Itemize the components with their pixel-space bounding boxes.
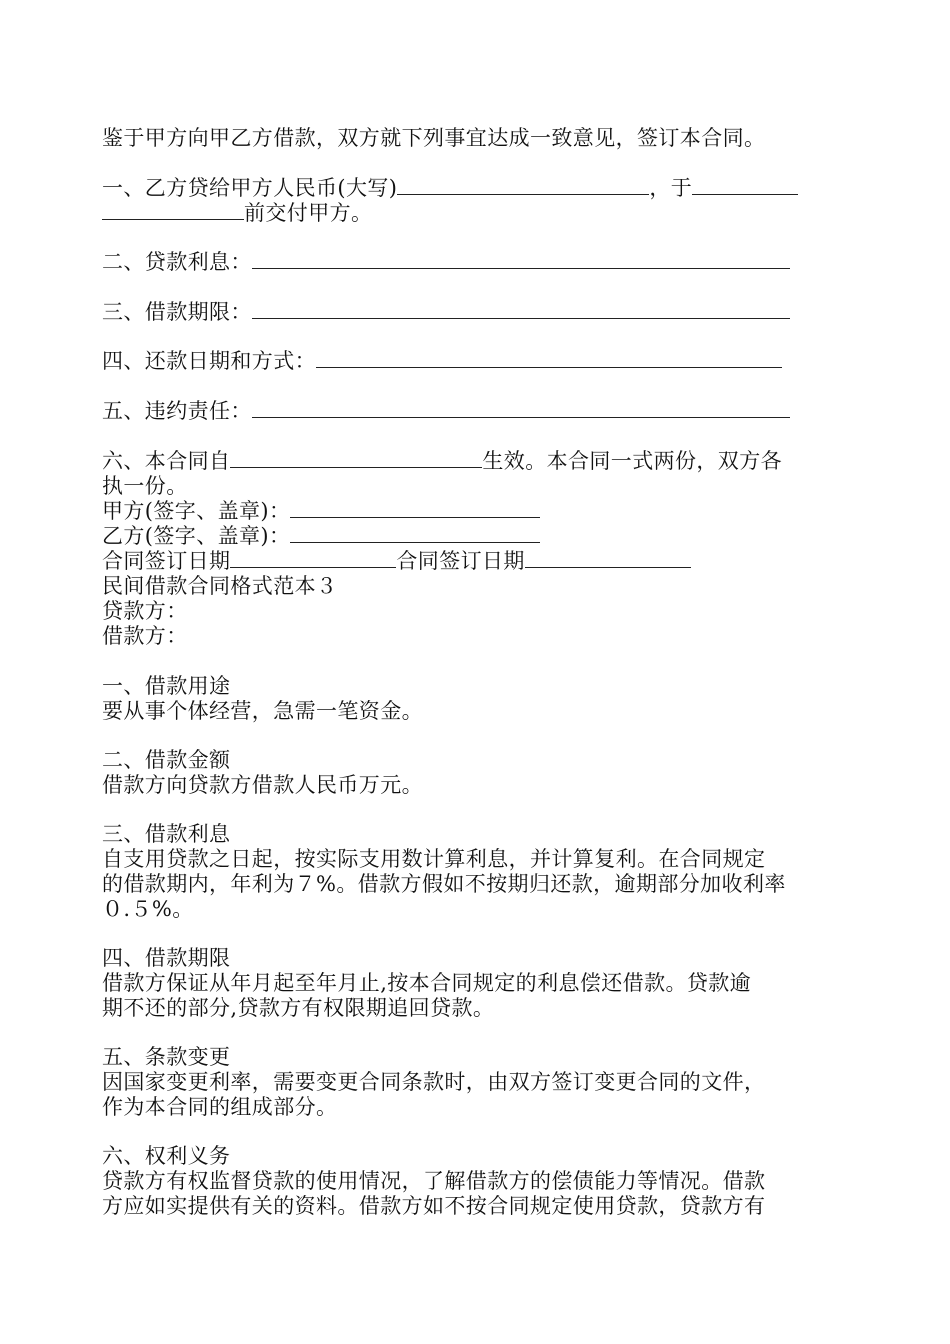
section-body-line: 期不还的部分,贷款方有权限期追回贷款。 [102,996,495,1020]
section-heading: 二、借款金额 [102,748,231,772]
date-blank[interactable] [692,176,798,195]
date-label-2: 合同签订日期 [396,549,525,573]
term-blank[interactable] [252,300,790,319]
clause-6-rest: 生效。本合同一式两份，双方各 [482,449,783,473]
lender-label: 贷款方： [102,599,188,623]
clause-5-label: 五、违约责任： [102,399,252,423]
liability-blank[interactable] [252,399,790,418]
section-body-line: 作为本合同的组成部分。 [102,1095,338,1119]
clause-2-label: 二、贷款利息： [102,250,252,274]
section-heading: 六、权利义务 [102,1144,231,1168]
party-a-label: 甲方(签字、盖章)： [102,499,291,523]
clause-1-label: 一、乙方贷给甲方人民币(大写) [102,176,398,200]
section-body-line: 自支用贷款之日起，按实际支用数计算利息，并计算复利。在合同规定 [102,847,766,871]
template-3-title: 民间借款合同格式范本３ [102,574,338,598]
party-a-signature-blank[interactable] [290,499,540,518]
section-heading: 五、条款变更 [102,1045,231,1069]
clause-5 [102,399,790,423]
effective-blank[interactable] [230,449,482,468]
party-b-signature [102,524,540,548]
section-body-line: ０.５%。 [102,897,194,921]
section-body-line: 的借款期内，年利为７%。借款方假如不按期归还款，逾期部分加收利率 [102,872,786,896]
section-heading: 四、借款期限 [102,946,231,970]
clause-3 [102,300,790,324]
clause-6-label: 六、本合同自 [102,449,231,473]
amount-blank[interactable] [397,176,649,195]
clause-4-label: 四、还款日期和方式： [102,349,316,373]
section-body-line: 贷款方有权监督贷款的使用情况，了解借款方的偿债能力等情况。借款 [102,1169,766,1193]
signing-dates [102,549,691,573]
repayment-blank[interactable] [316,349,782,368]
date-blank-continued[interactable] [102,201,244,220]
clause-1-mid: ，于 [649,176,693,200]
clause-6-line-1 [102,449,782,473]
clause-1-end: 前交付甲方。 [244,201,373,225]
clause-4 [102,349,782,373]
section-body-line: 因国家变更利率，需要变更合同条款时，由双方签订变更合同的文件， [102,1070,766,1094]
party-b-label: 乙方(签字、盖章)： [102,524,291,548]
section-heading: 三、借款利息 [102,822,231,846]
section-body-line: 借款方保证从年月起至年月止,按本合同规定的利息偿还借款。贷款逾 [102,971,752,995]
party-a-signature [102,499,540,523]
date-2-blank[interactable] [525,549,691,568]
clause-2 [102,250,790,274]
section-body-line: 借款方向贷款方借款人民币万元。 [102,773,423,797]
section-heading: 一、借款用途 [102,674,231,698]
intro-paragraph: 鉴于甲方向甲乙方借款，双方就下列事宜达成一致意见，签订本合同。 [102,126,766,150]
interest-blank[interactable] [252,250,790,269]
borrower-label: 借款方： [102,624,188,648]
date-label-1: 合同签订日期 [102,549,231,573]
party-b-signature-blank[interactable] [290,524,540,543]
clause-3-label: 三、借款期限： [102,300,252,324]
clause-1-line-2 [102,201,372,225]
section-body-line: 方应如实提供有关的资料。借款方如不按合同规定使用贷款，贷款方有 [102,1194,766,1218]
section-body-line: 要从事个体经营，急需一笔资金。 [102,699,423,723]
clause-1-line-1 [102,176,798,200]
date-1-blank[interactable] [230,549,396,568]
clause-6-line-2: 执一份。 [102,474,188,498]
